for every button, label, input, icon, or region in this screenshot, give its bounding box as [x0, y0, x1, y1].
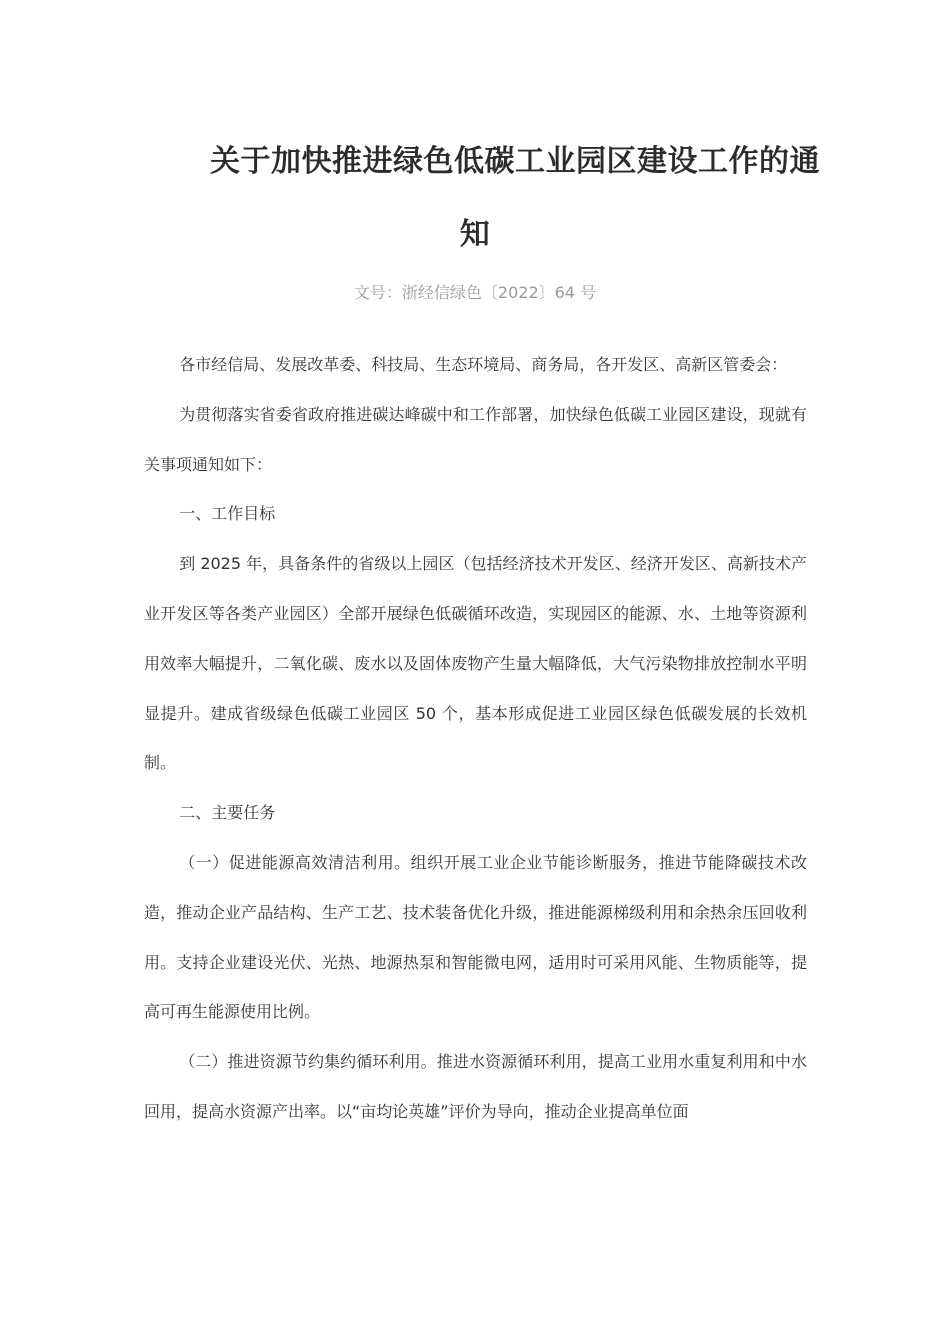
section-heading-tasks: 二、主要任务 — [179, 803, 276, 823]
goals-paragraph: 到 2025 年，具备条件的省级以上园区（包括经济技术开发区、经济开发区、高新技术产业开发区等各类产业园区）全部开展绿色低碳循环改造，实现园区的能源、水、土地等资源利用效率大幅提升，二氧化碳、废水以及固体废物产生量大幅降低，大气污染物排放控制水平明显提升。建成省级绿色低碳工业园区 50 个，基本形成促进工业园区绿色低碳发展的长效机制。 — [144, 554, 807, 773]
addressee-paragraph: 各市经信局、发展改革委、科技局、生态环境局、商务局，各开发区、高新区管委会： — [179, 355, 788, 374]
intro-paragraph: 为贯彻落实省委省政府推进碳达峰碳中和工作部署，加快绿色低碳工业园区建设，现就有关事项通知如下： — [144, 404, 807, 474]
document-body — [144, 340, 807, 1137]
task-2-paragraph: （二）推进资源节约集约循环利用。推进水资源循环利用，提高工业用水重复利用和中水回用，提高水资源产出率。以“亩均论英雄”评价为导向，推动企业提高单位面 — [144, 1052, 807, 1121]
document-number: 文号：浙经信绿色〔2022〕64 号 — [353, 283, 597, 302]
document-title-line-2: 知 — [459, 217, 491, 252]
task-1-paragraph: （一）促进能源高效清洁利用。组织开展工业企业节能诊断服务，推进节能降碳技术改造，推动企业产品结构、生产工艺、技术装备优化升级，推进能源梯级利用和余热余压回收利用。支持企业建设光伏、光热、地源热泵和智能微电网，适用时可采用风能、生物质能等，提高可再生能源使用比例。 — [144, 852, 807, 1022]
section-heading-goals: 一、工作目标 — [179, 504, 276, 524]
document-title-line-1: 关于加快推进绿色低碳工业园区建设工作的通 — [210, 144, 820, 179]
